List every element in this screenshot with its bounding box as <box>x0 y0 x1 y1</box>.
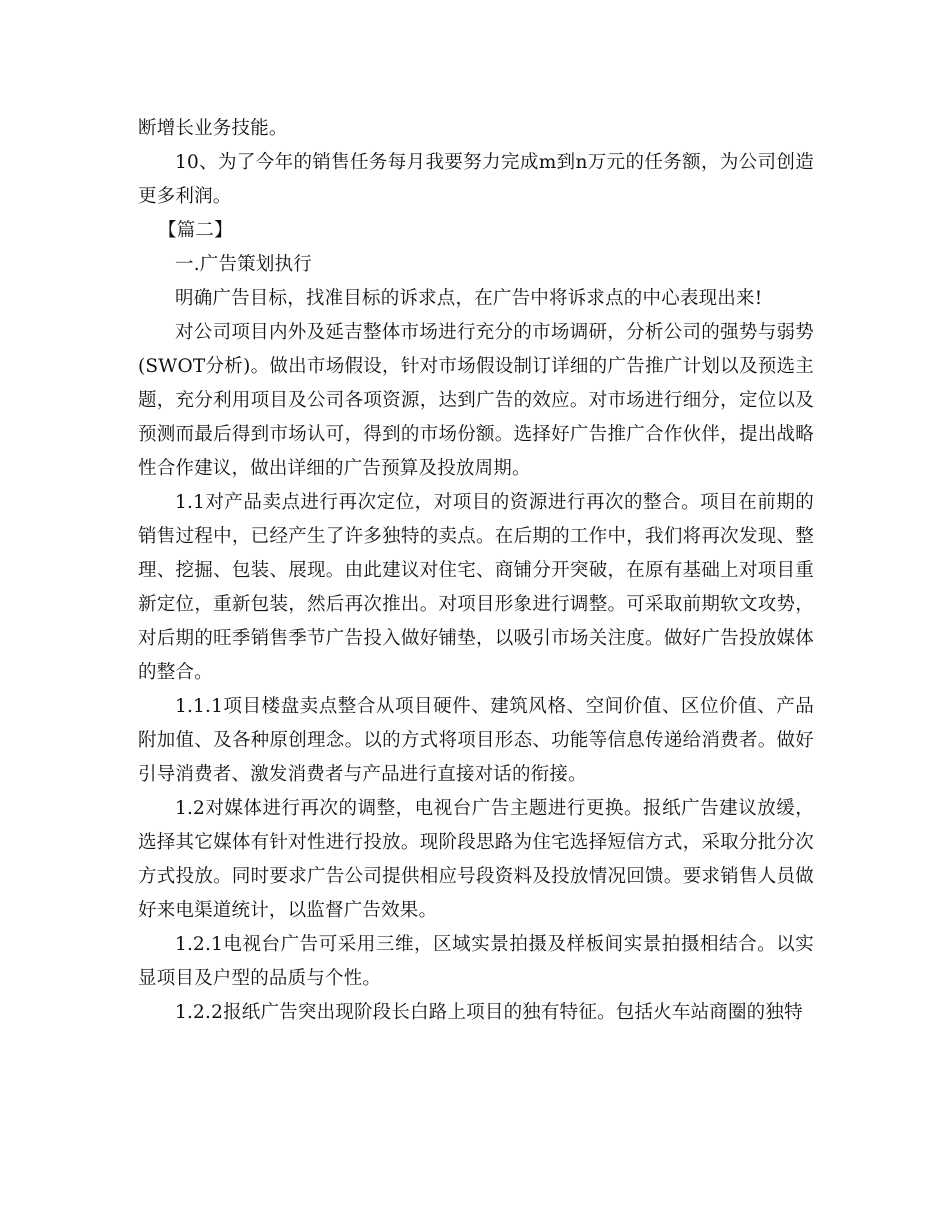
paragraph-section-1-2: 1.2对媒体进行再次的调整，电视台广告主题进行更换。报纸广告建议放缓，选择其它媒体有针对性进行投放。现阶段思路为住宅选择短信方式，采取分批分次方式投放。同时要求广告公司提供相应号段资料及投放情况回馈。要求销售人员做好来电渠道统计，以监督广告效果。 <box>138 798 814 921</box>
paragraph-market-research: 对公司项目内外及延吉整体市场进行充分的市场调研，分析公司的强势与弱势(SWOT分析)。做出市场假设，针对市场假设制订详细的广告推广计划以及预选主题，充分利用项目及公司各项资源，达到广告的效应。对市场进行细分，定位以及预测而最后得到市场认可，得到的市场份额。选择好广告推广合作伙伴，提出战略性合作建议，做出详细的广告预算及投放周期。 <box>138 322 814 479</box>
paragraph-section-1-1-1: 1.1.1项目楼盘卖点整合从项目硬件、建筑风格、空间价值、区位价值、产品附加值、及各种原创理念。以的方式将项目形态、功能等信息传递给消费者。做好引导消费者、激发消费者与产品进行直接对话的衔接。 <box>138 696 814 785</box>
paragraph-section-1-2-1: 1.2.1电视台广告可采用三维，区域实景拍摄及样板间实景拍摄相结合。以实显项目及户型的品质与个性。 <box>138 934 814 989</box>
paragraph-ad-goal: 明确广告目标，找准目标的诉求点，在广告中将诉求点的中心表现出来! <box>175 288 763 309</box>
paragraph-section-1-2-2: 1.2.2报纸广告突出现阶段长白路上项目的独有特征。包括火车站商圈的独特 <box>175 1002 803 1023</box>
paragraph-section-1-1: 1.1对产品卖点进行再次定位，对项目的资源进行再次的整合。项目在前期的销售过程中，已经产生了许多独特的卖点。在后期的工作中，我们将再次发现、整理、挖掘、包装、展现。由此建议对住宅、商铺分开突破，在原有基础上对项目重新定位，重新包装，然后再次推出。对项目形象进行调整。可采取前期软文攻势，对后期的旺季销售季节广告投入做好铺垫，以吸引市场关注度。做好广告投放媒体的整合。 <box>138 492 814 683</box>
document-body <box>138 112 814 1030</box>
section-heading-part-two: 【篇二】 <box>158 220 233 241</box>
paragraph-continuation: 断增长业务技能。 <box>138 118 288 139</box>
section-heading-ad-planning: 一.广告策划执行 <box>175 254 312 275</box>
paragraph-item-10: 10、为了今年的销售任务每月我要努力完成m到n万元的任务额，为公司创造更多利润。 <box>138 152 814 207</box>
